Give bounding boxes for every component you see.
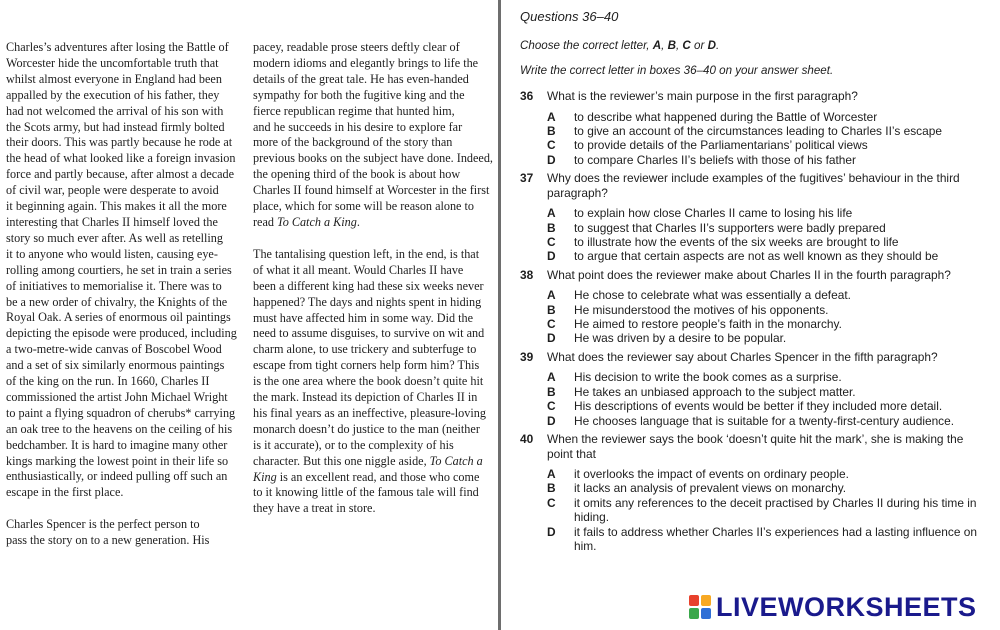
option-40-c[interactable]	[547, 496, 990, 525]
questions-panel	[520, 9, 990, 557]
option-text: to compare Charles II’s beliefs with those of his father	[574, 152, 856, 167]
option-36-c[interactable]	[547, 138, 990, 152]
article-line: and he succeeds in his desire to explore far	[253, 119, 463, 134]
article-line: is the one area where the book doesn’t quite hit	[253, 374, 484, 389]
option-text: to argue that certain aspects are not as well known as they should be	[574, 249, 939, 264]
article-line: pass the story on to a new generation. His	[6, 533, 210, 548]
liveworksheets-logo[interactable]	[688, 591, 977, 623]
article-line: interesting that Charles II himself loved the	[6, 214, 218, 229]
questions-title: Questions 36–40	[520, 9, 619, 24]
option-letter: A	[547, 109, 556, 124]
logo-text: LIVEWORKSHEETS	[716, 591, 977, 622]
option-text: to provide details of the Parliamentarians’ political views	[574, 138, 868, 153]
letter-b: B	[667, 39, 676, 52]
options-list	[547, 370, 990, 428]
question-text: When the reviewer says the book ‘doesn’t quite hit the mark’, she is making the point that	[547, 432, 964, 461]
letter-c: C	[682, 39, 691, 52]
option-letter: B	[547, 220, 556, 235]
option-38-d[interactable]	[547, 331, 990, 345]
option-letter: C	[547, 495, 556, 510]
option-text: He chose to celebrate what was essentially a defeat.	[574, 288, 851, 303]
option-letter: C	[547, 234, 556, 249]
article-line: happened? The days and nights spent in hiding	[253, 294, 482, 309]
liveworksheets-logo-icon	[688, 594, 712, 620]
options-list	[547, 467, 990, 553]
option-39-a[interactable]	[547, 370, 990, 384]
option-letter: D	[547, 524, 556, 539]
article-line: pacey, readable prose steers deftly clear of	[253, 40, 460, 54]
text-run: read	[253, 214, 278, 229]
letter-a: A	[652, 39, 662, 52]
article-line: Charles’s adventures after losing the Battle of	[6, 40, 229, 54]
article-paragraph-3	[253, 247, 493, 517]
article-line: to paint a flying squadron of cherubs* carrying	[6, 405, 236, 420]
article-line: The tantalising question left, in the end, is that	[253, 246, 480, 261]
option-text: He was driven by a desire to be popular.	[574, 331, 787, 346]
article-line: been a different king had these six weeks never	[253, 278, 484, 293]
question-number: 36	[520, 89, 534, 103]
article-line: they have a treat in store.	[253, 501, 376, 516]
article-line: more of the background of the story than	[253, 135, 453, 150]
option-37-b[interactable]	[547, 221, 990, 235]
article-column-2	[253, 40, 493, 517]
option-37-c[interactable]	[547, 235, 990, 249]
option-letter: B	[547, 481, 556, 496]
article-line	[253, 454, 493, 470]
option-36-a[interactable]	[547, 110, 990, 124]
text-run: is an excellent read, and those who come	[276, 469, 480, 484]
article-line: a two-metre-wide canvas of Boscobel Wood	[6, 342, 222, 357]
option-40-d[interactable]	[547, 525, 990, 554]
article-line: Charles II found himself at Worcester in the first	[253, 183, 490, 198]
article-line: details of the great tale. He has even-handed	[253, 71, 469, 86]
option-letter: B	[547, 384, 556, 399]
article-line: it beginning again. This makes it all the more	[6, 199, 227, 214]
article-line: be a new order of chivalry, the Knights of the	[6, 294, 228, 309]
article-line: of civil war, people were desperate to avoid	[6, 183, 219, 198]
option-letter: A	[547, 467, 556, 481]
option-letter: D	[547, 331, 556, 346]
article-column-1	[6, 40, 244, 549]
article-line: story so much ever after. As well as retelling	[6, 230, 223, 245]
option-39-c[interactable]	[547, 399, 990, 413]
article-line: and a set of six similarly enormous paintings	[6, 358, 225, 373]
option-40-b[interactable]	[547, 481, 990, 495]
option-letter: A	[547, 288, 556, 303]
article-line: the Scots army, but had instead firmly bolted	[6, 119, 225, 134]
question-37	[520, 171, 990, 200]
article-line: rolling among courtiers, he set in train a series	[6, 262, 232, 277]
article-line: monarch doesn’t do justice to the man (neither	[253, 421, 480, 436]
text-run: ,	[661, 39, 668, 52]
option-letter: A	[547, 206, 556, 221]
question-number: 39	[520, 349, 534, 364]
article-line: need to assume disguises, to survive on wit and	[253, 326, 485, 341]
option-letter: A	[547, 370, 556, 385]
question-36	[520, 89, 990, 104]
text-run: .	[715, 39, 720, 52]
option-letter: B	[547, 302, 556, 317]
article-line: had not welcomed the arrival of his son with	[6, 103, 224, 118]
article-line: Worcester hide the uncomfortable truth that	[6, 55, 219, 70]
article-line: their doors. This was partly because he rode at	[6, 135, 233, 150]
instruction-choose-letter	[520, 39, 990, 52]
article-line: charm alone, to use trickery and subterfuge to	[253, 342, 477, 357]
article-line: whilst almost everyone in England had been	[6, 71, 222, 86]
article-line: must have affected him in some way. Did the	[253, 310, 473, 325]
option-36-b[interactable]	[547, 124, 990, 138]
article-paragraph-2-continued	[253, 40, 493, 231]
option-text: to explain how close Charles II came to losing his life	[574, 206, 853, 221]
option-37-d[interactable]	[547, 249, 990, 263]
options-list	[547, 110, 990, 168]
article-line: of initiatives to memorialise it. There was to	[6, 278, 222, 293]
option-letter: B	[547, 123, 556, 138]
option-letter: D	[547, 413, 556, 428]
option-text: it overlooks the impact of events on ordinary people.	[574, 467, 849, 481]
article-line: an oak tree to the heavens on the ceiling of his	[6, 421, 233, 436]
article-line: enthusiastically, or indeed pulling off such an	[6, 469, 228, 484]
option-39-d[interactable]	[547, 414, 990, 428]
article-line: his final years as an ineffective, pleasure-loving	[253, 405, 486, 420]
article-line: Charles Spencer is the perfect person to	[6, 517, 200, 532]
instruction-answer-sheet: Write the correct letter in boxes 36–40 on your answer sheet.	[520, 64, 834, 77]
option-39-b[interactable]	[547, 385, 990, 399]
article-line: kings marking the lowest point in their life so	[6, 453, 229, 468]
options-list	[547, 288, 990, 346]
article-line: place, which for some will be reason alone to	[253, 199, 474, 214]
question-number: 38	[520, 267, 534, 282]
article-paragraph-2	[6, 517, 244, 549]
logo-square-icon	[701, 595, 711, 606]
article-line: force and partly because, after almost a decade	[6, 167, 235, 182]
option-letter: D	[547, 152, 556, 167]
question-text: What point does the reviewer make about Charles II in the fourth paragraph?	[547, 267, 951, 282]
option-text: to illustrate how the events of the six weeks are brought to life	[574, 234, 899, 249]
article-line: to it knowing little of the famous tale will find	[253, 485, 479, 500]
option-text: to suggest that Charles II’s supporters were badly prepared	[574, 220, 886, 235]
option-text: it fails to address whether Charles II’s experiences had a lasting influence on him.	[574, 524, 977, 554]
option-38-b[interactable]	[547, 303, 990, 317]
option-text: His descriptions of events would be better if they included more detail.	[574, 399, 943, 414]
question-text: What does the reviewer say about Charles Spencer in the fifth paragraph?	[547, 349, 938, 364]
question-38	[520, 268, 990, 283]
logo-square-icon	[689, 608, 699, 619]
article-line: escape from tight corners help form him? This	[253, 358, 480, 373]
option-text: He misunderstood the motives of his opponents.	[574, 302, 829, 317]
article-line: modern idioms and elegantly brings to life the	[253, 55, 479, 70]
options-list	[547, 206, 990, 264]
logo-square-icon	[689, 595, 699, 606]
article-line: previous books on the subject have done. Indeed,	[253, 151, 493, 166]
text-run: or	[690, 39, 708, 52]
option-letter: C	[547, 317, 556, 332]
letter-d: D	[707, 39, 716, 52]
book-title: To Catch a	[429, 453, 483, 468]
article-line: Royal Oak. A series of enormous oil paintings	[6, 310, 231, 325]
article-line: of what it all meant. Would Charles II have	[253, 262, 464, 277]
column-divider	[498, 0, 501, 630]
article-line: the mark. Instead its depiction of Charles II in	[253, 390, 478, 405]
logo-square-icon	[701, 608, 711, 619]
text-run: Choose the correct letter,	[520, 39, 653, 52]
option-text: it lacks an analysis of prevalent views on monarchy.	[574, 481, 847, 496]
article-line: escape in the first place.	[6, 485, 124, 500]
question-text: Why does the reviewer include examples of the fugitives’ behaviour in the third paragraph?	[547, 171, 960, 200]
article-line: the head of what looked like a foreign invasion	[6, 151, 236, 166]
option-text: it omits any references to the deceit practised by Charles II during his time in hiding.	[574, 495, 977, 525]
option-text: His decision to write the book comes as a surprise.	[574, 370, 842, 385]
option-36-d[interactable]	[547, 153, 990, 167]
question-number: 40	[520, 432, 534, 446]
text-run: character. But this one niggle aside,	[253, 453, 430, 468]
article-line: bedchamber. It is hard to imagine many other	[6, 437, 228, 452]
question-39	[520, 350, 990, 365]
article-line: appalled by the execution of his father, they	[6, 87, 220, 102]
question-list	[520, 89, 990, 553]
book-title: To Catch a King	[277, 214, 357, 229]
question-text: What is the reviewer’s main purpose in the first paragraph?	[547, 89, 858, 103]
article-line: of the king on the run. In 1660, Charles II	[6, 374, 210, 389]
article-line: the opening third of the book is about how	[253, 167, 461, 182]
option-38-a[interactable]	[547, 288, 990, 302]
option-38-c[interactable]	[547, 317, 990, 331]
article-line: commissioned the artist John Michael Wright	[6, 389, 228, 404]
article-line: sympathy for both the fugitive king and the	[253, 87, 465, 102]
question-40	[520, 432, 990, 461]
option-40-a[interactable]	[547, 467, 990, 481]
article-line	[253, 470, 493, 486]
question-number: 37	[520, 171, 534, 186]
option-text: to give an account of the circumstances leading to Charles II’s escape	[574, 123, 942, 138]
text-run: ,	[675, 39, 683, 52]
option-letter: D	[547, 249, 556, 264]
article-line: fierce republican regime that hunted him,	[253, 103, 455, 118]
article-line: it to anyone who would listen, causing eye-	[6, 246, 218, 261]
article-paragraph-1	[6, 40, 244, 501]
article-line	[253, 215, 493, 231]
option-37-a[interactable]	[547, 206, 990, 220]
option-letter: C	[547, 138, 556, 153]
option-text: He chooses language that is suitable for a twenty-first-century audience.	[574, 413, 955, 428]
book-title: King	[253, 469, 277, 484]
option-text: He takes an unbiased approach to the subject matter.	[574, 384, 856, 399]
article-line: is it accurate), or to the complexity of his	[253, 437, 454, 452]
text-run: .	[356, 214, 360, 229]
option-letter: C	[547, 399, 556, 414]
option-text: to describe what happened during the Battle of Worcester	[574, 109, 878, 124]
option-text: He aimed to restore people’s faith in the monarchy.	[574, 317, 842, 332]
article-line: depicting the episode were produced, including	[6, 326, 237, 341]
